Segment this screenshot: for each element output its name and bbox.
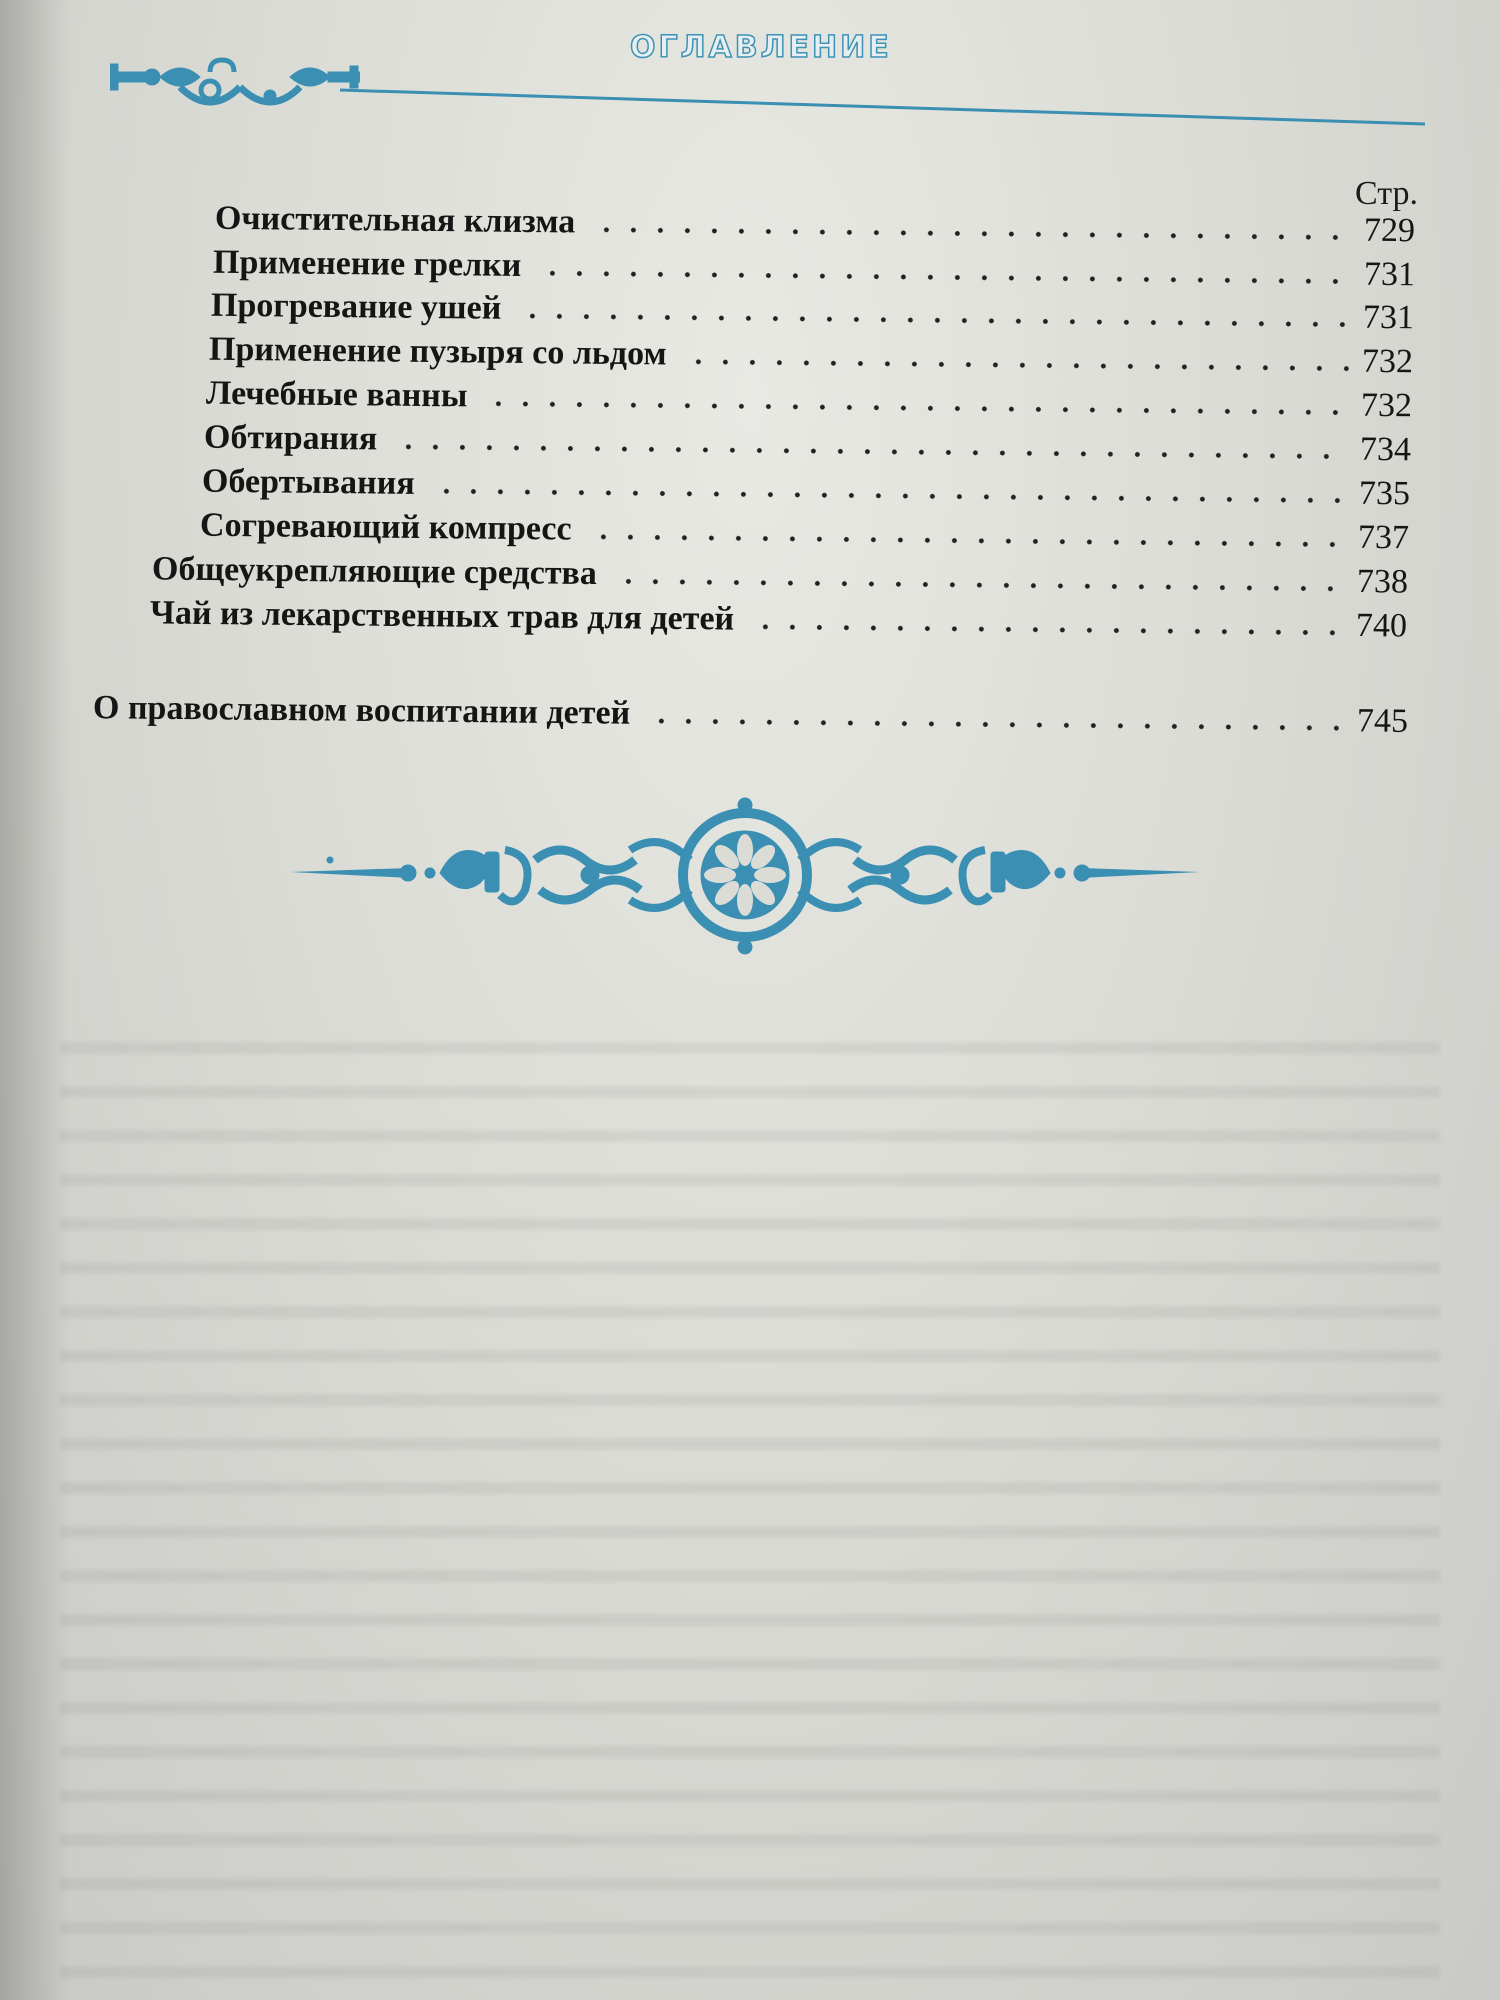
bleed-through-texture [60,1020,1440,1980]
toc-entry-page: 731 [1363,255,1416,294]
table-of-contents [0,0,1500,800]
toc-entry-page: 734 [1359,430,1412,469]
dot-leader [752,624,1346,636]
toc-entry-page: 737 [1357,518,1410,557]
toc-entry-page: 729 [1363,211,1416,250]
toc-entry-title: Общеукрепляющие средства [151,550,598,593]
toc-entry-title: Обтирания [203,418,378,458]
toc-entry-title: Очистительная клизма [214,199,576,241]
page-column-label: Стр. [1355,175,1419,212]
toc-entry-title: Обертывания [201,462,415,502]
dot-leader [615,578,1347,592]
toc-entry-title: О православном воспитании детей [92,689,631,732]
running-header-title: ОГЛАВЛЕНИЕ [630,30,892,65]
toc-entry-section [93,683,1408,741]
dot-leader [589,534,1347,548]
dot-leader [648,718,1347,731]
dot-leader [433,488,1349,504]
ornamental-divider-icon [290,790,1200,960]
toc-entry-title: Согревающий компресс [199,506,572,548]
toc-entry-page: 738 [1356,563,1409,601]
toc-entry-title: Лечебные ванны [205,374,468,415]
dot-leader [485,401,1351,416]
toc-entry-page: 732 [1361,342,1414,381]
toc-entry-page: 740 [1355,607,1408,645]
dot-leader [684,359,1351,372]
toc-entry-title: Чай из лекарственных трав для детей [149,594,735,638]
toc-entry-page: 731 [1362,298,1415,337]
dot-leader [539,270,1354,285]
toc-entry-title: Прогревание ушей [210,286,502,327]
toc-entry-page: 745 [1356,702,1409,740]
dot-leader [395,444,1350,460]
toc-entry-page: 732 [1360,386,1413,425]
toc-entry-title: Применение грелки [212,243,522,284]
dot-leader [593,227,1354,241]
toc-entry-page: 735 [1358,474,1411,513]
dot-leader [519,313,1353,328]
toc-entry-title: Применение пузыря со льдом [208,330,667,373]
